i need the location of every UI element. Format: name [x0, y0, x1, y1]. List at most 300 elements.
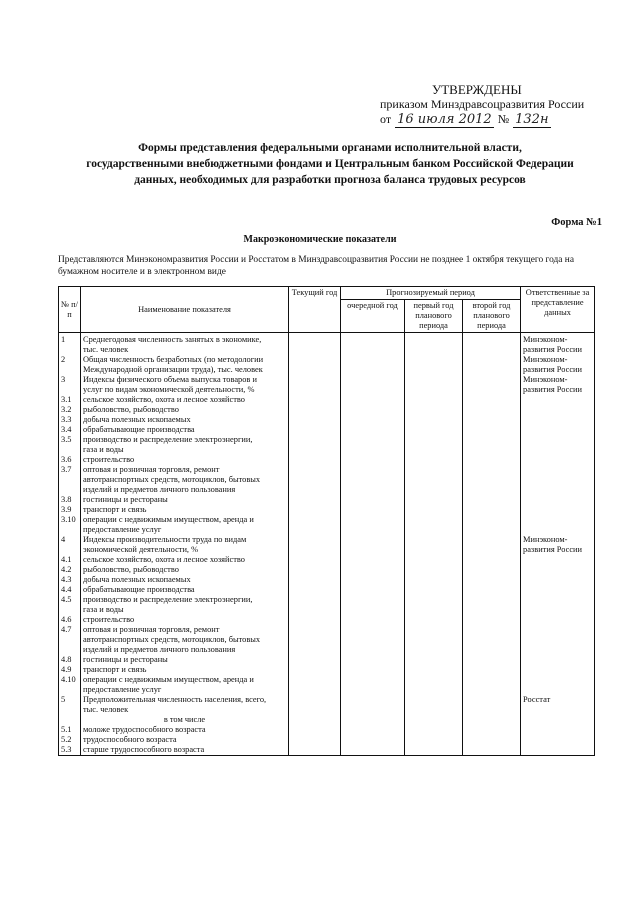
current-year-cell — [289, 605, 341, 615]
indicator-name: производство и распределение электроэнергии, — [81, 595, 289, 605]
row-number — [59, 545, 81, 555]
table-row — [59, 605, 595, 615]
table-row — [59, 735, 595, 745]
responsible-cell — [521, 565, 595, 575]
row-number — [59, 445, 81, 455]
current-year-cell — [289, 435, 341, 445]
plan1-cell — [405, 455, 463, 465]
responsible-cell — [521, 435, 595, 445]
plan1-cell — [405, 385, 463, 395]
indicator-name: Индексы физического объема выпуска товаров и — [81, 375, 289, 385]
next-year-cell — [341, 445, 405, 455]
table-row — [59, 535, 595, 545]
current-year-cell — [289, 465, 341, 475]
row-number: 3 — [59, 375, 81, 385]
table-row — [59, 615, 595, 625]
indicator-name: производство и распределение электроэнергии, — [81, 435, 289, 445]
current-year-cell — [289, 445, 341, 455]
order-date-line — [380, 112, 610, 128]
current-year-cell — [289, 645, 341, 655]
responsible-cell — [521, 705, 595, 715]
indicator-name: экономической деятельности, % — [81, 545, 289, 555]
row-number: 3.5 — [59, 435, 81, 445]
row-number: 4.10 — [59, 675, 81, 685]
plan2-cell — [463, 355, 521, 365]
responsible-cell — [521, 715, 595, 725]
plan1-cell — [405, 655, 463, 665]
plan2-cell — [463, 685, 521, 695]
responsible-cell: Минэконом- — [521, 333, 595, 346]
next-year-cell — [341, 545, 405, 555]
table-row — [59, 555, 595, 565]
table-row — [59, 525, 595, 535]
responsible-cell — [521, 615, 595, 625]
next-year-cell — [341, 505, 405, 515]
plan2-cell — [463, 395, 521, 405]
responsible-cell — [521, 675, 595, 685]
approval-block — [380, 82, 610, 128]
title-line: государственными внебюджетными фондами и Центральным банком Российской Федерации — [86, 158, 574, 170]
current-year-cell — [289, 655, 341, 665]
table-row — [59, 545, 595, 555]
plan1-cell — [405, 695, 463, 705]
row-number: 3.9 — [59, 505, 81, 515]
table-row — [59, 475, 595, 485]
plan1-cell — [405, 665, 463, 675]
current-year-cell — [289, 385, 341, 395]
responsible-cell — [521, 745, 595, 756]
col-header-responsible: Ответственные за представление данных — [521, 287, 595, 333]
row-number: 5.3 — [59, 745, 81, 756]
next-year-cell — [341, 615, 405, 625]
plan2-cell — [463, 725, 521, 735]
plan2-cell — [463, 595, 521, 605]
responsible-cell — [521, 445, 595, 455]
table-body — [59, 333, 595, 756]
indicator-name: оптовая и розничная торговля, ремонт — [81, 625, 289, 635]
next-year-cell — [341, 333, 405, 346]
current-year-cell — [289, 575, 341, 585]
next-year-cell — [341, 485, 405, 495]
responsible-cell — [521, 575, 595, 585]
responsible-cell — [521, 505, 595, 515]
responsible-cell: Росстат — [521, 695, 595, 705]
row-number: 4.9 — [59, 665, 81, 675]
table-row — [59, 645, 595, 655]
col-header-num: № п/п — [59, 287, 81, 333]
next-year-cell — [341, 565, 405, 575]
plan2-cell — [463, 645, 521, 655]
indicator-name: предоставление услуг — [81, 525, 289, 535]
responsible-cell: Минэконом- — [521, 375, 595, 385]
row-number — [59, 475, 81, 485]
responsible-cell — [521, 485, 595, 495]
plan2-cell — [463, 415, 521, 425]
plan1-cell — [405, 445, 463, 455]
next-year-cell — [341, 385, 405, 395]
indicator-name: изделий и предметов личного пользования — [81, 645, 289, 655]
plan1-cell — [405, 365, 463, 375]
responsible-cell — [521, 395, 595, 405]
row-number: 3.10 — [59, 515, 81, 525]
form-number: Форма №1 — [551, 217, 602, 228]
plan2-cell — [463, 545, 521, 555]
row-number: 3.6 — [59, 455, 81, 465]
plan2-cell — [463, 625, 521, 635]
next-year-cell — [341, 555, 405, 565]
next-year-cell — [341, 725, 405, 735]
approved-label: УТВЕРЖДЕНЫ — [432, 82, 522, 97]
table-row — [59, 425, 595, 435]
col-header-forecast: Прогнозируемый период — [341, 287, 521, 300]
indicator-name: гостиницы и рестораны — [81, 495, 289, 505]
indicator-name: рыболовство, рыбоводство — [81, 405, 289, 415]
current-year-cell — [289, 365, 341, 375]
current-year-cell — [289, 635, 341, 645]
next-year-cell — [341, 735, 405, 745]
plan2-cell — [463, 425, 521, 435]
current-year-cell — [289, 485, 341, 495]
next-year-cell — [341, 415, 405, 425]
next-year-cell — [341, 675, 405, 685]
responsible-cell: Минэконом- — [521, 535, 595, 545]
current-year-cell — [289, 455, 341, 465]
table-row — [59, 375, 595, 385]
table-row — [59, 465, 595, 475]
next-year-cell — [341, 585, 405, 595]
col-header-name: Наименование показателя — [81, 287, 289, 333]
row-number — [59, 635, 81, 645]
plan1-cell — [405, 585, 463, 595]
plan1-cell — [405, 725, 463, 735]
plan2-cell — [463, 675, 521, 685]
row-number — [59, 525, 81, 535]
handwritten-date: 16 июля 2012 — [397, 112, 492, 127]
responsible-cell — [521, 465, 595, 475]
plan1-cell — [405, 605, 463, 615]
plan2-cell — [463, 505, 521, 515]
responsible-cell — [521, 605, 595, 615]
current-year-cell — [289, 705, 341, 715]
current-year-cell — [289, 715, 341, 725]
plan1-cell — [405, 515, 463, 525]
plan2-cell — [463, 705, 521, 715]
table-row — [59, 705, 595, 715]
current-year-cell — [289, 475, 341, 485]
current-year-cell — [289, 735, 341, 745]
indicator-name: старше трудоспособного возраста — [81, 745, 289, 756]
next-year-cell — [341, 455, 405, 465]
row-number: 4.3 — [59, 575, 81, 585]
col-header-next-year: очередной год — [341, 300, 405, 333]
table-row — [59, 585, 595, 595]
row-number: 4.4 — [59, 585, 81, 595]
plan2-cell — [463, 485, 521, 495]
indicator-name: сельское хозяйство, охота и лесное хозяйство — [81, 395, 289, 405]
responsible-cell — [521, 595, 595, 605]
indicator-name: строительство — [81, 615, 289, 625]
row-number: 4.6 — [59, 615, 81, 625]
next-year-cell — [341, 405, 405, 415]
plan2-cell — [463, 535, 521, 545]
table-row — [59, 745, 595, 756]
indicator-name: Общая численность безработных (по методологии — [81, 355, 289, 365]
plan2-cell — [463, 615, 521, 625]
indicator-name: операции с недвижимым имуществом, аренда и — [81, 515, 289, 525]
table-row — [59, 665, 595, 675]
next-year-cell — [341, 665, 405, 675]
plan1-cell — [405, 405, 463, 415]
current-year-cell — [289, 525, 341, 535]
row-number — [59, 485, 81, 495]
indicator-name: Международной организации труда), тыс. человек — [81, 365, 289, 375]
current-year-cell — [289, 535, 341, 545]
responsible-cell — [521, 585, 595, 595]
table-row — [59, 355, 595, 365]
plan1-cell — [405, 415, 463, 425]
plan2-cell — [463, 735, 521, 745]
plan1-cell — [405, 595, 463, 605]
plan2-cell — [463, 455, 521, 465]
next-year-cell — [341, 535, 405, 545]
plan2-cell — [463, 575, 521, 585]
table-row — [59, 725, 595, 735]
current-year-cell — [289, 625, 341, 635]
table-row — [59, 445, 595, 455]
row-number: 2 — [59, 355, 81, 365]
table-row — [59, 415, 595, 425]
table-row — [59, 405, 595, 415]
plan1-cell — [405, 625, 463, 635]
table-row — [59, 595, 595, 605]
row-number — [59, 365, 81, 375]
plan1-cell — [405, 525, 463, 535]
plan1-cell — [405, 435, 463, 445]
indicator-name: услуг по видам экономической деятельности, % — [81, 385, 289, 395]
from-label: от — [380, 112, 392, 126]
plan2-cell — [463, 515, 521, 525]
plan1-cell — [405, 545, 463, 555]
indicators-table — [58, 286, 595, 756]
plan1-cell — [405, 615, 463, 625]
row-number: 4.1 — [59, 555, 81, 565]
current-year-cell — [289, 745, 341, 756]
indicator-name: транспорт и связь — [81, 665, 289, 675]
plan1-cell — [405, 535, 463, 545]
indicator-name: газа и воды — [81, 445, 289, 455]
next-year-cell — [341, 525, 405, 535]
table-row — [59, 365, 595, 375]
plan1-cell — [405, 495, 463, 505]
indicator-name: трудоспособного возраста — [81, 735, 289, 745]
col-header-plan1: первый год планового периода — [405, 300, 463, 333]
col-header-current-year: Текущий год — [289, 287, 341, 333]
next-year-cell — [341, 425, 405, 435]
row-number: 4.7 — [59, 625, 81, 635]
current-year-cell — [289, 595, 341, 605]
handwritten-number: 132н — [515, 112, 549, 127]
table-row — [59, 715, 595, 725]
plan2-cell — [463, 655, 521, 665]
responsible-cell: Минэконом- — [521, 355, 595, 365]
responsible-cell — [521, 415, 595, 425]
plan1-cell — [405, 635, 463, 645]
title-line: данных, необходимых для разработки прогноза баланса трудовых ресурсов — [134, 174, 526, 186]
row-number: 1 — [59, 333, 81, 346]
current-year-cell — [289, 565, 341, 575]
current-year-cell — [289, 725, 341, 735]
row-number: 3.1 — [59, 395, 81, 405]
table-row — [59, 395, 595, 405]
next-year-cell — [341, 635, 405, 645]
table-row — [59, 655, 595, 665]
row-number — [59, 685, 81, 695]
plan2-cell — [463, 385, 521, 395]
plan1-cell — [405, 735, 463, 745]
plan1-cell — [405, 705, 463, 715]
table-row — [59, 675, 595, 685]
plan2-cell — [463, 605, 521, 615]
next-year-cell — [341, 595, 405, 605]
plan2-cell — [463, 465, 521, 475]
table-row — [59, 385, 595, 395]
table-row — [59, 435, 595, 445]
indicator-name: Предположительная численность населения, всего, — [81, 695, 289, 705]
table-row — [59, 685, 595, 695]
row-number: 5.1 — [59, 725, 81, 735]
row-number: 3.4 — [59, 425, 81, 435]
row-number — [59, 645, 81, 655]
responsible-cell — [521, 455, 595, 465]
responsible-cell — [521, 635, 595, 645]
plan1-cell — [405, 465, 463, 475]
next-year-cell — [341, 365, 405, 375]
next-year-cell — [341, 695, 405, 705]
plan2-cell — [463, 333, 521, 346]
plan1-cell — [405, 375, 463, 385]
row-number: 5.2 — [59, 735, 81, 745]
next-year-cell — [341, 465, 405, 475]
indicator-name: гостиницы и рестораны — [81, 655, 289, 665]
indicator-name: изделий и предметов личного пользования — [81, 485, 289, 495]
responsible-cell — [521, 425, 595, 435]
number-label: № — [497, 112, 510, 126]
plan1-cell — [405, 505, 463, 515]
row-number — [59, 385, 81, 395]
current-year-cell — [289, 505, 341, 515]
next-year-cell — [341, 605, 405, 615]
indicator-name: добыча полезных ископаемых — [81, 575, 289, 585]
plan2-cell — [463, 475, 521, 485]
next-year-cell — [341, 475, 405, 485]
current-year-cell — [289, 405, 341, 415]
current-year-cell — [289, 555, 341, 565]
indicator-name: тыс. человек — [81, 705, 289, 715]
table-row — [59, 625, 595, 635]
plan2-cell — [463, 665, 521, 675]
indicator-name: транспорт и связь — [81, 505, 289, 515]
indicator-name: обрабатывающие производства — [81, 585, 289, 595]
table-row — [59, 485, 595, 495]
indicator-name: рыболовство, рыбоводство — [81, 565, 289, 575]
next-year-cell — [341, 705, 405, 715]
plan2-cell — [463, 715, 521, 725]
document-title — [60, 140, 600, 188]
plan1-cell — [405, 485, 463, 495]
current-year-cell — [289, 695, 341, 705]
next-year-cell — [341, 715, 405, 725]
plan2-cell — [463, 525, 521, 535]
plan1-cell — [405, 715, 463, 725]
indicator-name: автотранспортных средств, мотоциклов, бытовых — [81, 635, 289, 645]
responsible-cell — [521, 515, 595, 525]
table-row — [59, 695, 595, 705]
plan2-cell — [463, 405, 521, 415]
plan2-cell — [463, 345, 521, 355]
indicator-name: в том числе — [81, 715, 289, 725]
responsible-cell: развития России — [521, 365, 595, 375]
row-number: 3.3 — [59, 415, 81, 425]
section-subtitle: Макроэкономические показатели — [243, 234, 397, 245]
row-number — [59, 715, 81, 725]
current-year-cell — [289, 333, 341, 346]
next-year-cell — [341, 645, 405, 655]
next-year-cell — [341, 355, 405, 365]
intro-paragraph: Представляются Минэкономразвития России и Росстатом в Минздравсоцразвития России не позднее 1 октября текущего года на бумажном носителе и в электронном виде — [58, 255, 574, 277]
row-number: 4.8 — [59, 655, 81, 665]
current-year-cell — [289, 585, 341, 595]
indicator-name: автотранспортных средств, мотоциклов, бытовых — [81, 475, 289, 485]
table-row — [59, 635, 595, 645]
responsible-cell — [521, 475, 595, 485]
next-year-cell — [341, 345, 405, 355]
indicator-name: обрабатывающие производства — [81, 425, 289, 435]
table-row — [59, 455, 595, 465]
plan2-cell — [463, 435, 521, 445]
next-year-cell — [341, 435, 405, 445]
plan1-cell — [405, 685, 463, 695]
order-line: приказом Минздравсоцразвития России — [380, 97, 585, 111]
col-header-plan2: второй год планового периода — [463, 300, 521, 333]
row-number: 3.8 — [59, 495, 81, 505]
responsible-cell — [521, 725, 595, 735]
indicator-name: добыча полезных ископаемых — [81, 415, 289, 425]
plan2-cell — [463, 495, 521, 505]
responsible-cell — [521, 495, 595, 505]
next-year-cell — [341, 745, 405, 756]
indicator-name: Индексы производительности труда по видам — [81, 535, 289, 545]
responsible-cell — [521, 645, 595, 655]
indicator-name: предоставление услуг — [81, 685, 289, 695]
row-number: 3.7 — [59, 465, 81, 475]
row-number — [59, 345, 81, 355]
responsible-cell — [521, 655, 595, 665]
row-number: 5 — [59, 695, 81, 705]
current-year-cell — [289, 395, 341, 405]
next-year-cell — [341, 655, 405, 665]
row-number: 4.2 — [59, 565, 81, 575]
plan1-cell — [405, 675, 463, 685]
row-number: 3.2 — [59, 405, 81, 415]
current-year-cell — [289, 355, 341, 365]
plan2-cell — [463, 375, 521, 385]
plan2-cell — [463, 445, 521, 455]
current-year-cell — [289, 515, 341, 525]
next-year-cell — [341, 685, 405, 695]
table-row — [59, 565, 595, 575]
plan1-cell — [405, 745, 463, 756]
responsible-cell — [521, 625, 595, 635]
